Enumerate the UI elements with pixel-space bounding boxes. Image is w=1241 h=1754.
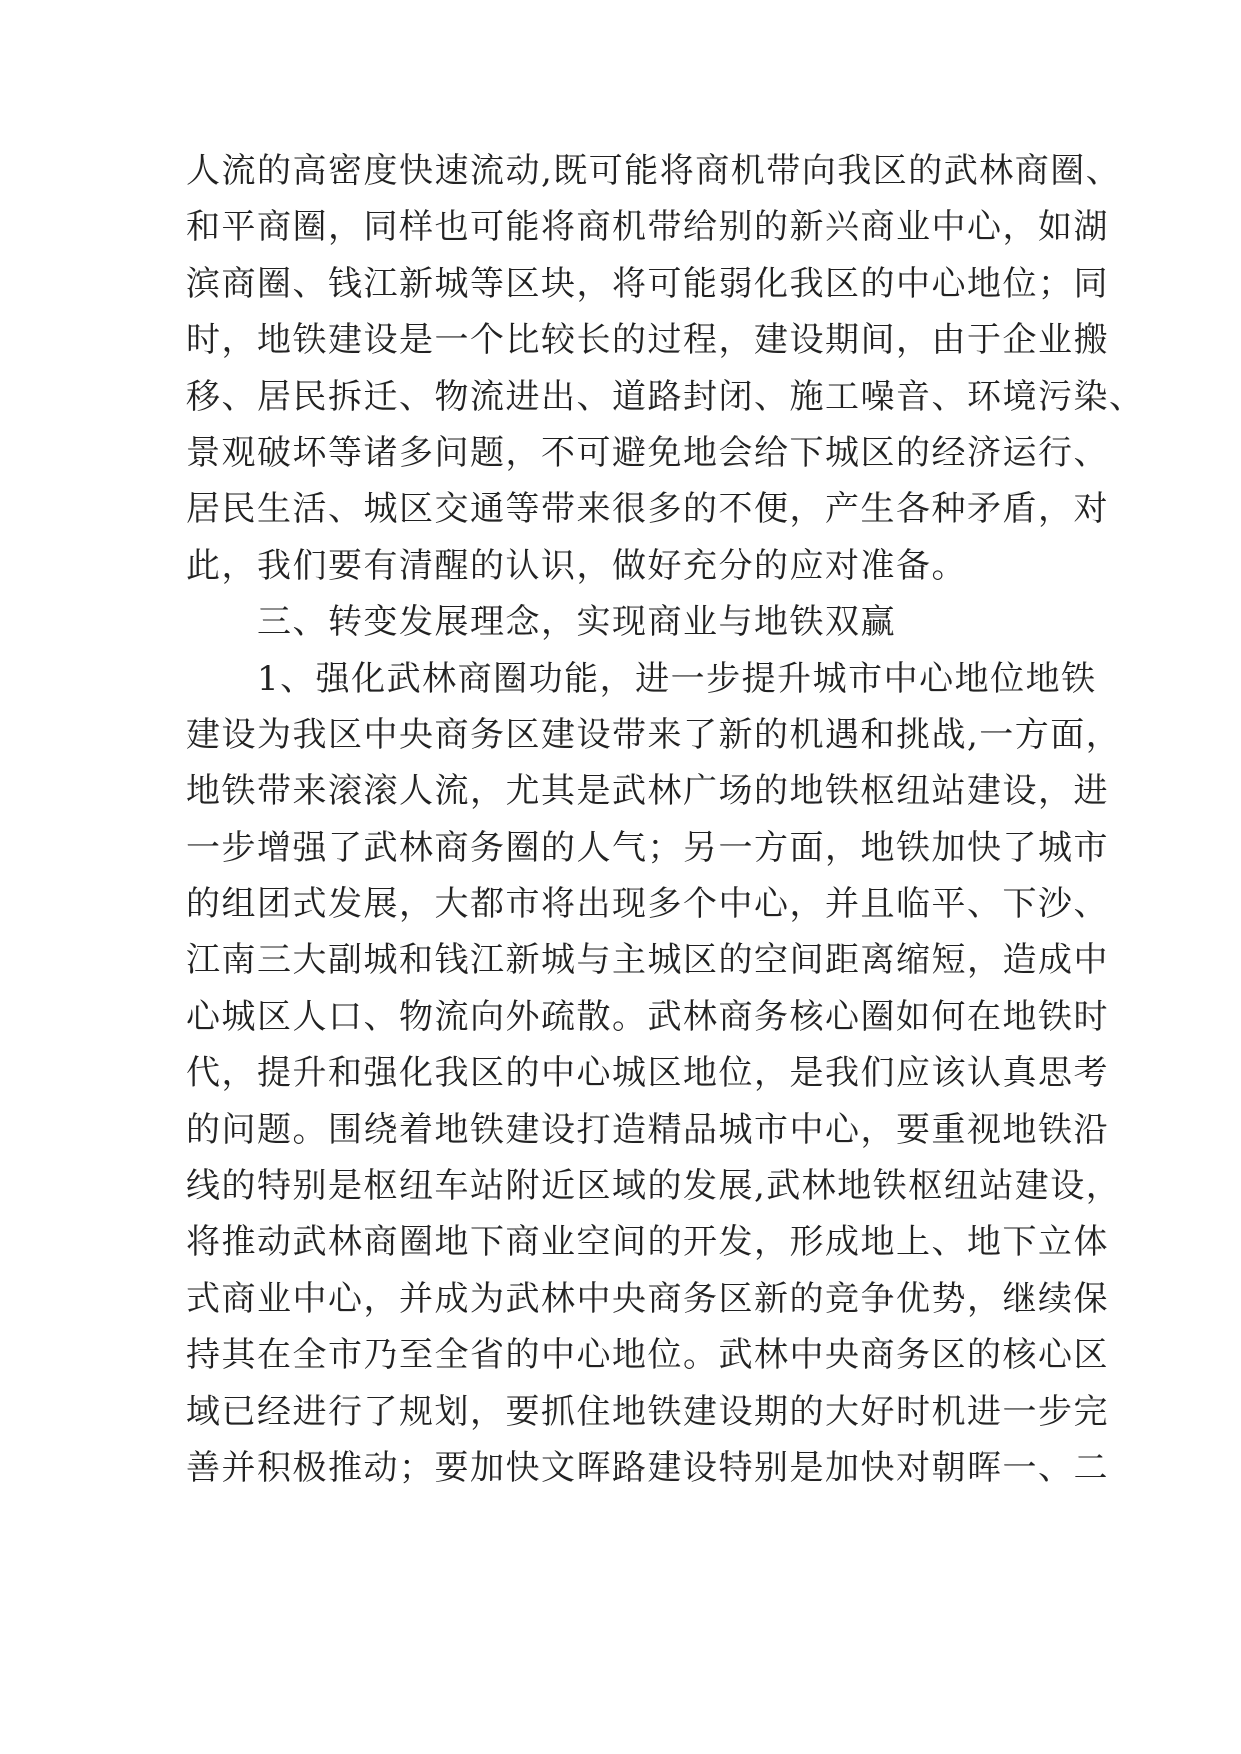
- body-text: [186, 143, 1145, 1496]
- text-line: 域已经进行了规划，要抓住地铁建设期的大好时机进一步完: [186, 1391, 1109, 1432]
- text-line: 移、居民拆迁、物流进出、道路封闭、施工噪音、环境污染、: [186, 376, 1145, 417]
- text-line: 地铁带来滚滚人流，尤其是武林广场的地铁枢纽站建设，进: [186, 771, 1109, 812]
- text-line: 景观破坏等诸多问题，不可避免地会给下城区的经济运行、: [186, 432, 1109, 473]
- text-line: 式商业中心，并成为武林中央商务区新的竞争优势，继续保: [186, 1278, 1109, 1319]
- text-line: 此，我们要有清醒的认识，做好充分的应对准备。: [186, 545, 967, 586]
- section-heading: 三、转变发展理念，实现商业与地铁双赢: [186, 602, 896, 643]
- text-line: 持其在全市乃至全省的中心地位。武林中央商务区的核心区: [186, 1335, 1109, 1376]
- text-line: 善并积极推动；要加快文晖路建设特别是加快对朝晖一、二: [186, 1447, 1109, 1488]
- text-line: 江南三大副城和钱江新城与主城区的空间距离缩短，造成中: [186, 940, 1109, 981]
- text-line: 和平商圈，同样也可能将商机带给别的新兴商业中心，如湖: [186, 207, 1109, 248]
- text-line: 建设为我区中央商务区建设带来了新的机遇和挑战,一方面，: [186, 714, 1122, 755]
- text-line: 心城区人口、物流向外疏散。武林商务核心圈如何在地铁时: [186, 996, 1109, 1037]
- text-line: 人流的高密度快速流动,既可能将商机带向我区的武林商圈、: [186, 151, 1122, 191]
- text-line: 居民生活、城区交通等带来很多的不便，产生各种矛盾，对: [186, 489, 1109, 530]
- text-line: 的组团式发展，大都市将出现多个中心，并且临平、下沙、: [186, 884, 1109, 925]
- text-line: 的问题。围绕着地铁建设打造精品城市中心，要重视地铁沿: [186, 1109, 1109, 1150]
- text-line: 滨商圈、钱江新城等区块，将可能弱化我区的中心地位；同: [186, 263, 1109, 304]
- text-line: 一步增强了武林商务圈的人气；另一方面，地铁加快了城市: [186, 827, 1109, 868]
- text-line: 代，提升和强化我区的中心城区地位，是我们应该认真思考: [186, 1053, 1109, 1094]
- text-line: 将推动武林商圈地下商业空间的开发，形成地上、地下立体: [186, 1222, 1109, 1263]
- text-line: 时，地铁建设是一个比较长的过程，建设期间，由于企业搬: [186, 320, 1109, 361]
- subsection-heading: 1、强化武林商圈功能，进一步提升城市中心地位地铁: [186, 658, 1097, 699]
- text-line: 线的特别是枢纽车站附近区域的发展,武林地铁枢纽站建设，: [186, 1166, 1122, 1207]
